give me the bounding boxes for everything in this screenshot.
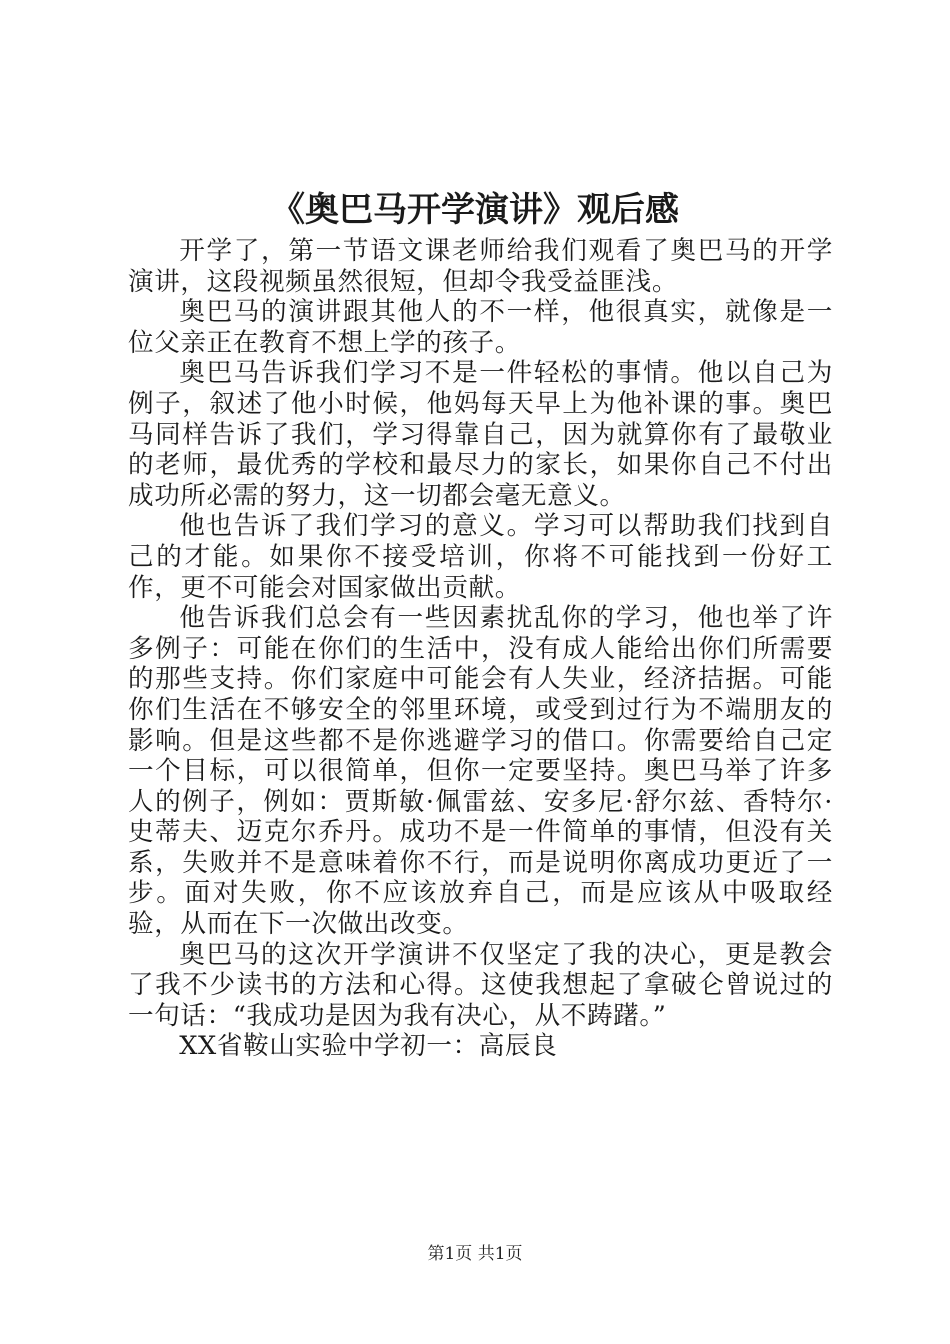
document-title: 《奥巴马开学演讲》观后感: [271, 190, 679, 230]
paragraph: 他告诉我们总会有一些因素扰乱你的学习，他也举了许多例子：可能在你们的生活中，没有成人能给出你们所需要的那些支持。你们家庭中可能会有人失业，经济拮据。可能你们生活在不够安全的邻里环境，或受到过行为不端朋友的影响。但是这些都不是你逃避学习的借口。你需要给自己定一个目标，可以很简单，但你一定要坚持。奥巴马举了许多人的例子，例如：贾斯敏·佩雷兹、安多尼·舒尔兹、香特尔·史蒂夫、迈克尔乔丹。成功不是一件简单的事情，但没有关系，失败并不是意味着你不行，而是说明你离成功更近了一步。面对失败，你不应该放弃自己，而是应该从中吸取经验，从而在下一次做出改变。: [128, 603, 833, 940]
document-body: [128, 236, 833, 1062]
page-number-footer: 第1页 共1页: [427, 1244, 523, 1264]
paragraph: 他也告诉了我们学习的意义。学习可以帮助我们找到自己的才能。如果你不接受培训，你将不可能找到一份好工作，更不可能会对国家做出贡献。: [128, 511, 833, 603]
author-signature: XX省鞍山实验中学初一：高辰良: [179, 1031, 558, 1062]
paragraph: 奥巴马的演讲跟其他人的不一样，他很真实，就像是一位父亲正在教育不想上学的孩子。: [128, 297, 833, 358]
paragraph: 奥巴马的这次开学演讲不仅坚定了我的决心，更是教会了我不少读书的方法和心得。这使我想起了拿破仑曾说过的一句话：“我成功是因为我有决心，从不踌躇。”: [128, 939, 833, 1031]
paragraph: 奥巴马告诉我们学习不是一件轻松的事情。他以自己为例子，叙述了他小时候，他妈每天早上为他补课的事。奥巴马同样告诉了我们，学习得靠自己，因为就算你有了最敬业的老师，最优秀的学校和最尽力的家长，如果你自己不付出成功所必需的努力，这一切都会毫无意义。: [128, 358, 833, 511]
paragraph: 开学了，第一节语文课老师给我们观看了奥巴马的开学演讲，这段视频虽然很短，但却令我受益匪浅。: [128, 236, 833, 297]
